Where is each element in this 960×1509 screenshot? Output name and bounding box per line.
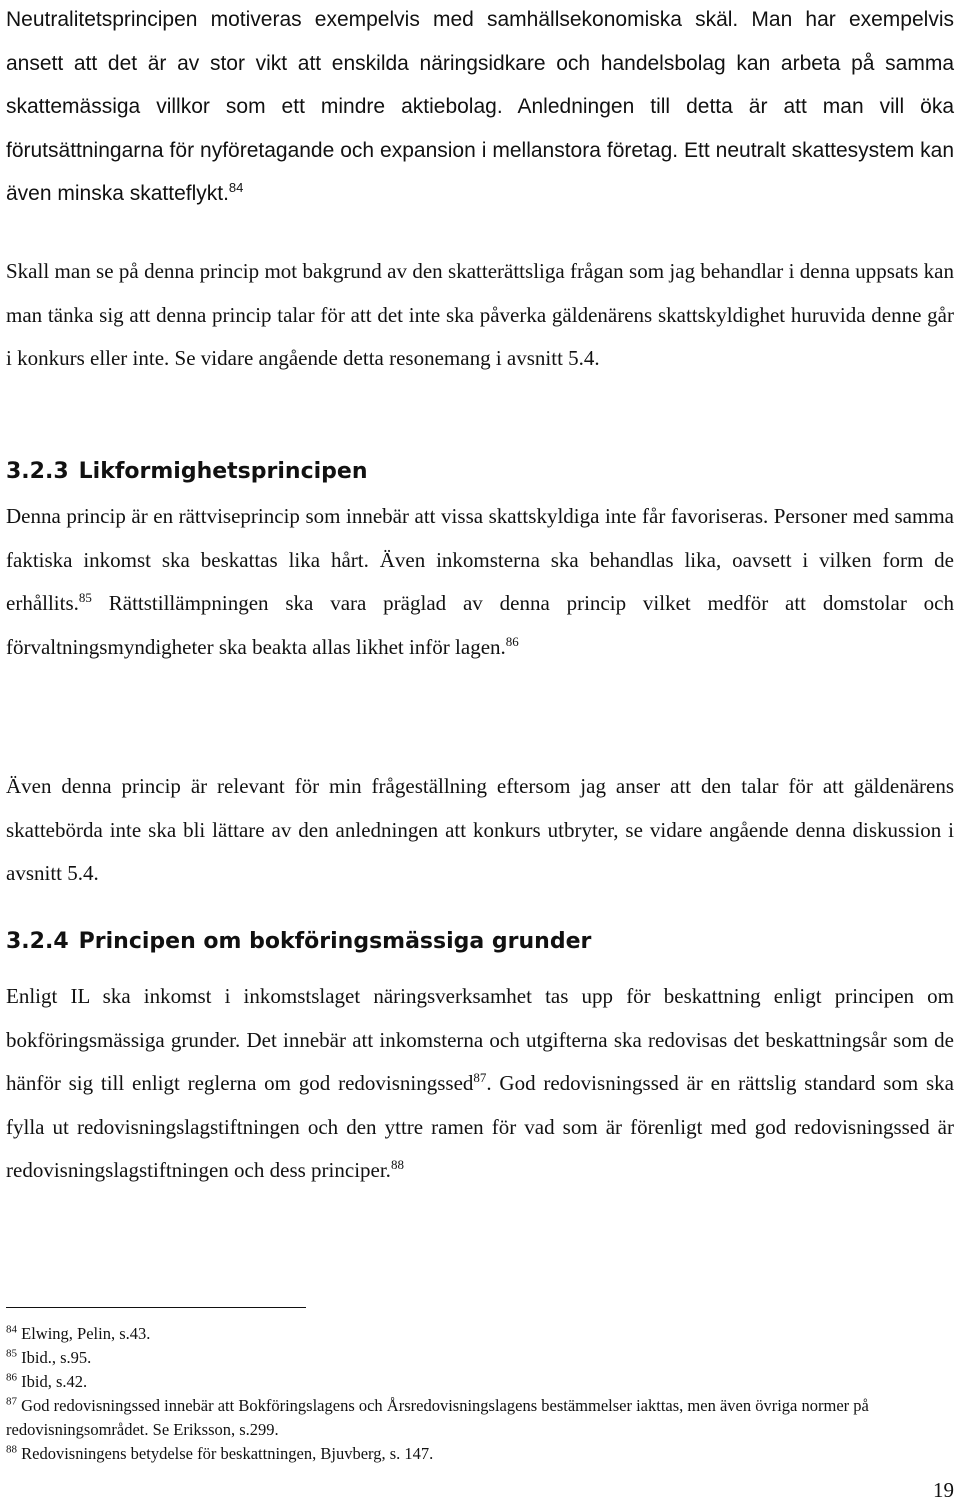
paragraph-text: Även denna princip är relevant för min frågeställning eftersom jag anser att den talar för att gäldenärens skattebörda inte ska bli lättare av den anledningen att konkurs utbryter, se vidare angående denna diskussion i avsnitt 5.4. bbox=[6, 774, 954, 885]
section-title: Principen om bokföringsmässiga grunder bbox=[78, 929, 592, 954]
footnote-ref-84[interactable]: 84 bbox=[228, 180, 244, 195]
footnote-number: 86 bbox=[6, 1371, 17, 1384]
paragraph-text: . God redovisningssed är en rättslig standard som ska fylla ut redovisningslagstiftningen och den yttre ramen för vad som är förenligt med god redovisningssed är redovisningslagstiftningen och dess principer. bbox=[6, 1071, 954, 1182]
footnote-number: 87 bbox=[6, 1395, 17, 1408]
paragraph-neutrality-relevance bbox=[6, 250, 954, 381]
paragraph-text: Neutralitetsprincipen motiveras exempelvis med samhällsekonomiska skäl. Man har exempelvis ansett att det är av stor vikt att enskilda näringsidkare och handelsbolag kan arbeta på samma skattemässiga villkor som ett mindre aktiebolag. Anledningen till detta är att man vill öka förutsättningarna för nyföretagande och expansion i mellanstora företag. Ett neutralt skattesystem kan även minska skatteflykt. bbox=[6, 8, 954, 205]
paragraph-text: Denna princip är en rättviseprincip som innebär att vissa skattskyldiga inte får favoriseras. Personer med samma faktiska inkomst ska beskattas lika hårt. Även inkomsterna ska behandlas lika, oavsett i vilken form de erhållits. bbox=[6, 504, 954, 615]
section-heading-3-2-3 bbox=[6, 452, 368, 492]
paragraph-text: Rättstillämpningen ska vara präglad av denna princip vilket medför att domstolar och förvaltningsmyndigheter ska beakta allas likhet inför lagen. bbox=[6, 591, 954, 659]
footnote-text: Elwing, Pelin, s.43. bbox=[21, 1324, 151, 1343]
footnote-87 bbox=[6, 1394, 954, 1442]
footnote-text: Redovisningens betydelse för beskattningen, Bjuvberg, s. 147. bbox=[21, 1444, 434, 1463]
footnote-text: Ibid, s.42. bbox=[21, 1372, 88, 1391]
page-number: 19 bbox=[933, 1478, 954, 1502]
footnote-ref-86[interactable]: 86 bbox=[505, 633, 519, 649]
footnote-88 bbox=[6, 1442, 954, 1466]
paragraph-text: Enligt IL ska inkomst i inkomstslaget näringsverksamhet tas upp för beskattning enligt principen om bokföringsmässiga grunder. Det innebär att inkomsterna och utgifterna ska redovisas det beskattningsår som de hänför sig till enligt reglerna om god redovisningssed bbox=[6, 984, 954, 1095]
paragraph-text: Skall man se på denna princip mot bakgrund av den skatterättsliga frågan som jag behandlar i denna uppsats kan man tänka sig att denna princip talar för att det inte ska påverka gäldenärens skattskyldighet huruvida denne går i konkurs eller inte. Se vidare angående detta resonemang i avsnitt 5.4. bbox=[6, 259, 954, 370]
footnotes bbox=[6, 1322, 954, 1466]
footnote-text: God redovisningssed innebär att Bokföringslagens och Årsredovisningslagens bestämmelser iakttas, men även övriga normer på redovisningsområdet. Se Eriksson, s.299. bbox=[6, 1396, 869, 1439]
footnote-ref-88[interactable]: 88 bbox=[390, 1157, 404, 1172]
section-title: Likformighetsprincipen bbox=[78, 459, 368, 484]
footnote-separator bbox=[6, 1307, 306, 1308]
footnote-number: 85 bbox=[6, 1347, 17, 1360]
footnote-ref-87[interactable]: 87 bbox=[473, 1070, 487, 1085]
footnote-number: 84 bbox=[6, 1323, 17, 1336]
section-number: 3.2.4 bbox=[6, 929, 69, 954]
footnote-ref-85[interactable]: 85 bbox=[78, 590, 92, 605]
paragraph-equality-principle bbox=[6, 495, 954, 669]
footnote-85 bbox=[6, 1346, 954, 1370]
footnote-84 bbox=[6, 1322, 954, 1346]
paragraph-neutrality-motivation bbox=[6, 0, 954, 216]
paragraph-accounting-principle bbox=[6, 975, 954, 1193]
footnote-text: Ibid., s.95. bbox=[21, 1348, 92, 1367]
footnote-number: 88 bbox=[6, 1443, 17, 1456]
paragraph-equality-relevance bbox=[6, 765, 954, 896]
section-heading-3-2-4 bbox=[6, 922, 591, 962]
footnote-86 bbox=[6, 1370, 954, 1394]
section-number: 3.2.3 bbox=[6, 459, 69, 484]
